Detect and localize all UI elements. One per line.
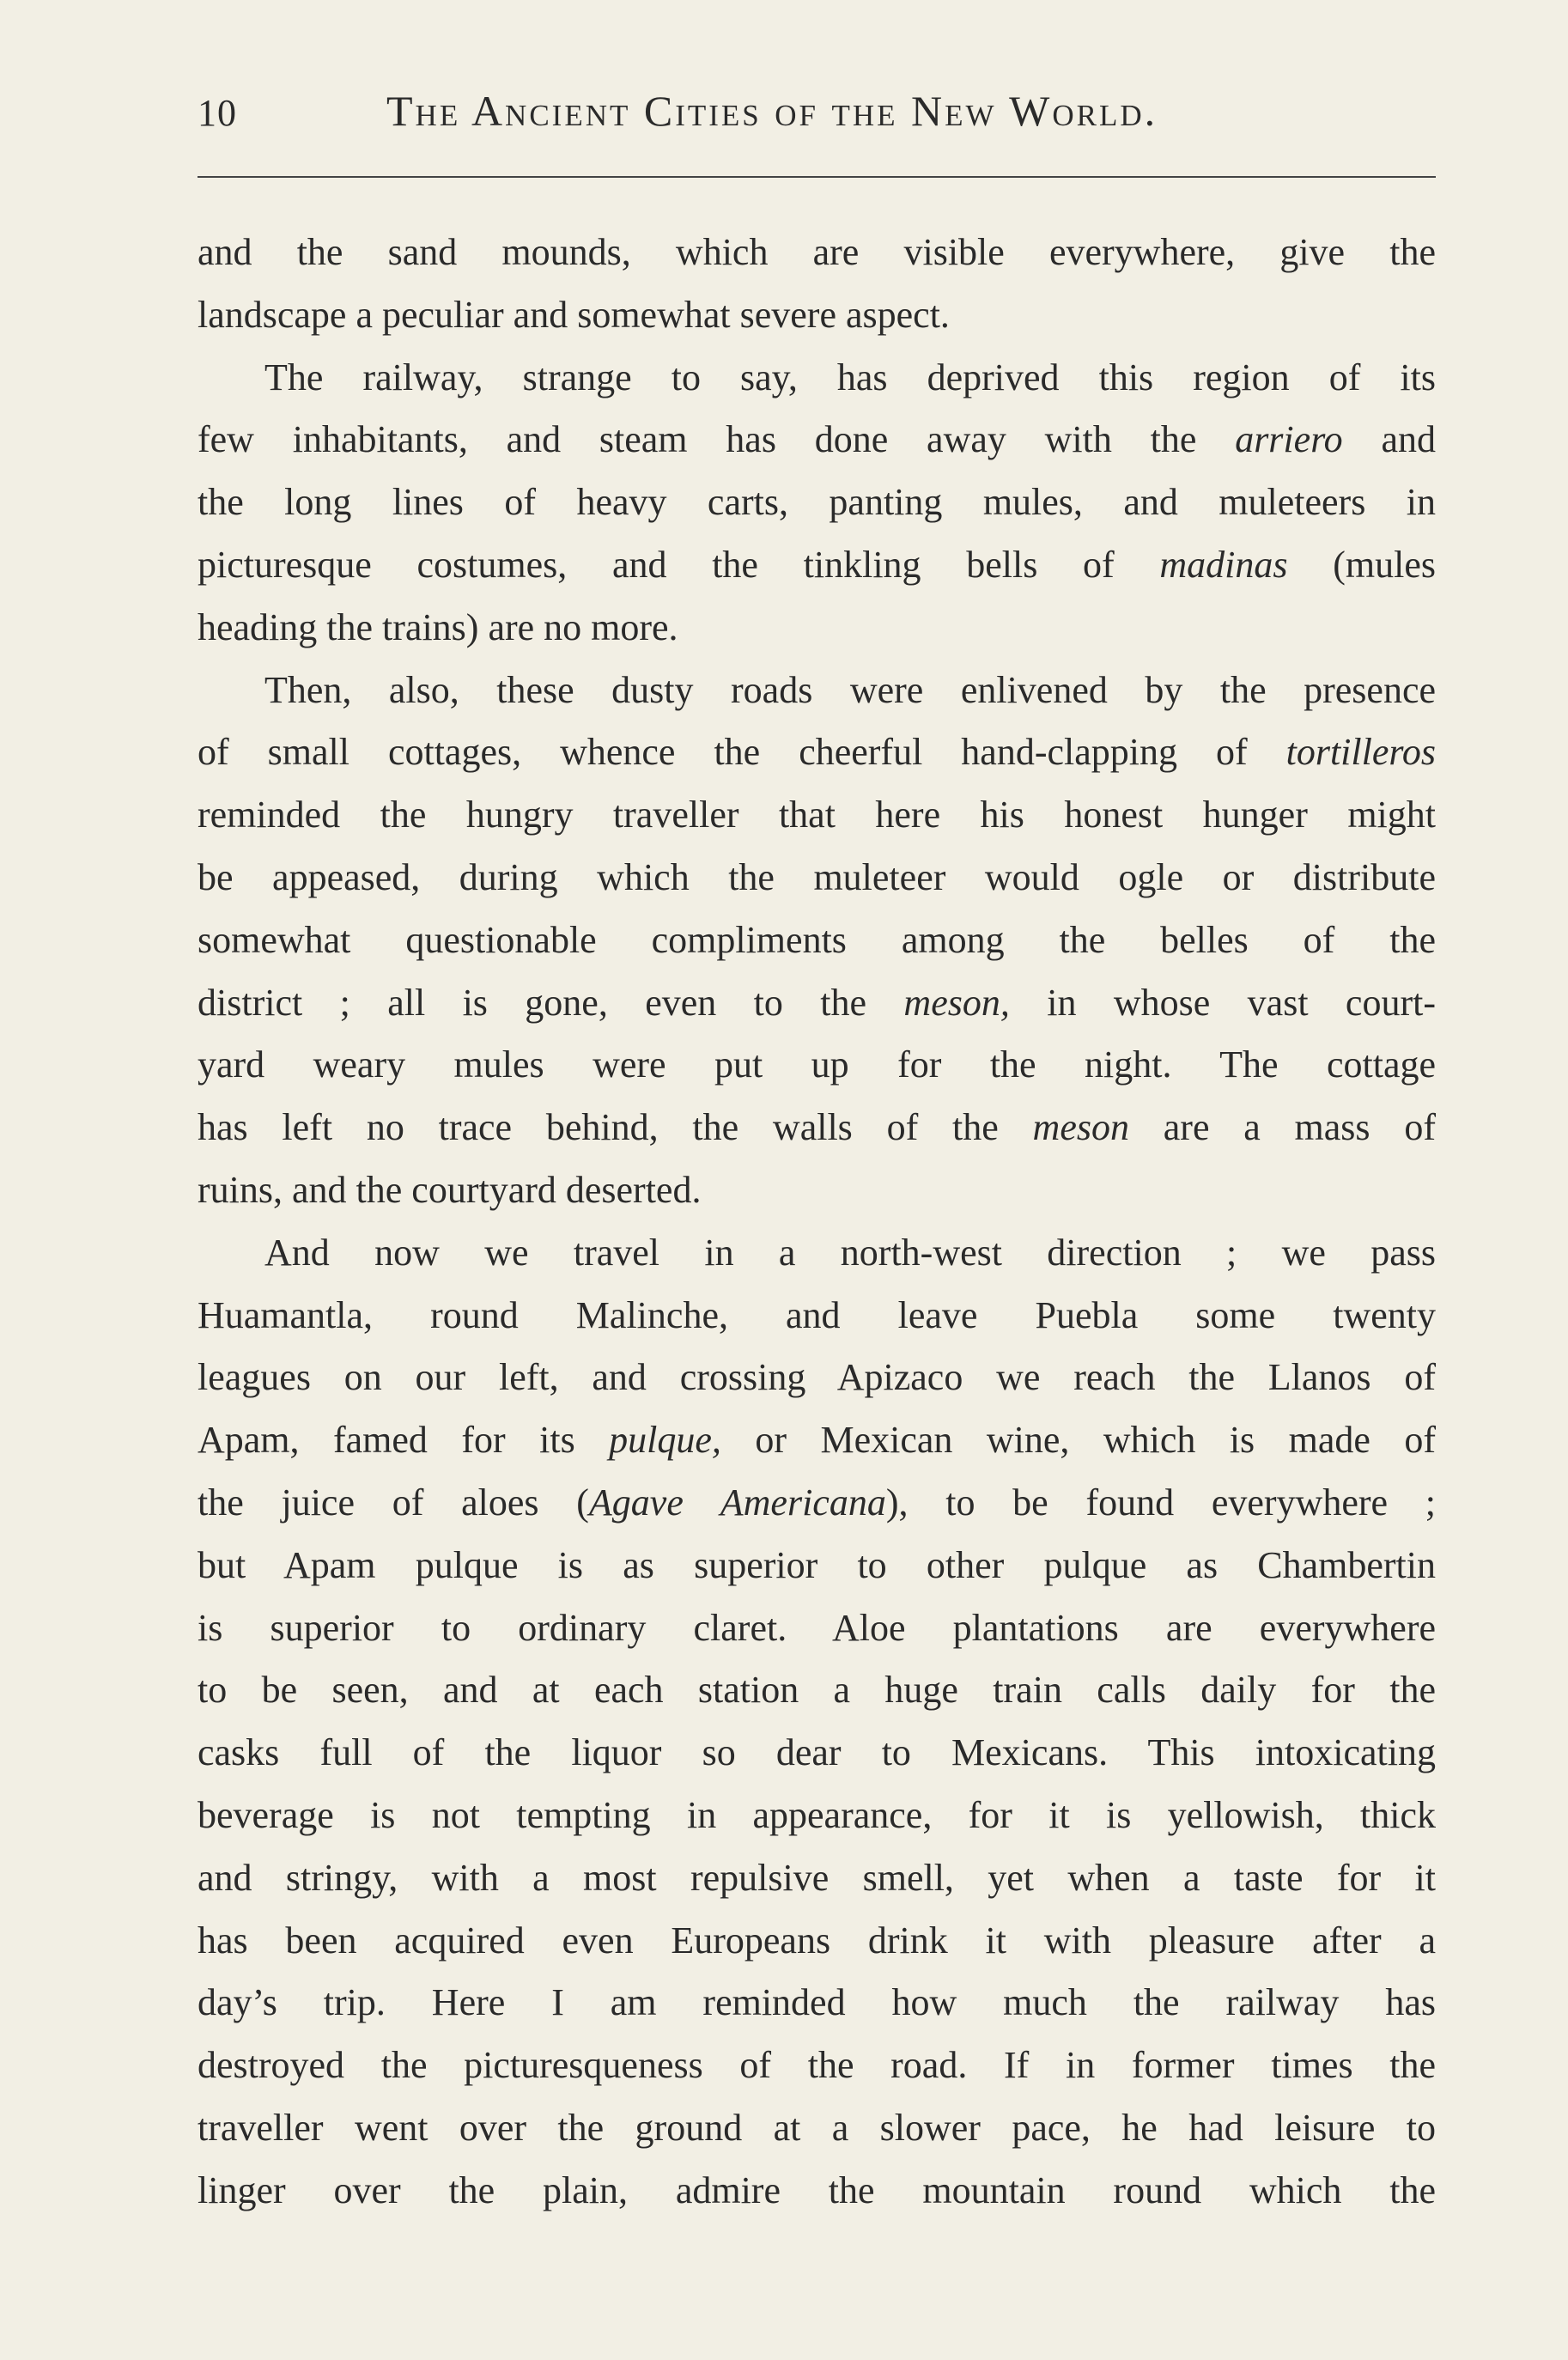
text-segment: has left no trace behind, the walls of the	[198, 1106, 1033, 1149]
text-segment: is superior to ordinary claret. Aloe plantations are everywhere	[198, 1606, 1436, 1649]
text-segment: the long lines of heavy carts, panting mules, and muleteers in	[198, 481, 1436, 524]
text-line	[198, 597, 1436, 660]
text-segment: somewhat questionable compliments among the belles of the	[198, 918, 1436, 961]
text-line	[198, 784, 1436, 847]
text-segment: and the sand mounds, which are visible everywhere, give the	[198, 231, 1436, 273]
text-line	[198, 721, 1436, 784]
running-title: The Ancient Cities of the New World.	[386, 87, 1158, 135]
text-line	[198, 1722, 1436, 1785]
text-line	[198, 534, 1436, 597]
text-line	[198, 972, 1436, 1035]
text-line	[198, 1597, 1436, 1660]
text-segment: Apam, famed for its	[198, 1419, 610, 1462]
text-line	[198, 1472, 1436, 1535]
text-line	[198, 1659, 1436, 1722]
text-line	[198, 1910, 1436, 1973]
text-line	[198, 2160, 1436, 2223]
text-segment: of small cottages, whence the cheerful hand-clapping of	[198, 731, 1286, 774]
header-rule	[198, 176, 1436, 178]
text-segment: beverage is not tempting in appearance, for it is yellowish, thick	[198, 1793, 1436, 1836]
text-segment: Then, also, these dusty roads were enlivened by the presence	[264, 668, 1436, 711]
text-segment: has been acquired even Europeans drink it with pleasure after a	[198, 1919, 1436, 1962]
text-line	[198, 1097, 1436, 1159]
text-line	[198, 2035, 1436, 2097]
text-segment: yard weary mules were put up for the night. The cottage	[198, 1043, 1436, 1086]
text-line	[198, 1159, 1436, 1222]
text-segment: landscape a peculiar and somewhat severe aspect.	[198, 293, 950, 336]
text-line	[198, 1347, 1436, 1409]
text-segment: Huamantla, round Malinche, and leave Puebla some twenty	[198, 1293, 1436, 1336]
text-line	[198, 1409, 1436, 1472]
text-line	[198, 660, 1436, 722]
page-header	[198, 86, 1436, 146]
italic-term: tortilleros	[1285, 731, 1436, 774]
text-segment: casks full of the liquor so dear to Mexicans. This intoxicating	[198, 1731, 1436, 1774]
text-segment: are a mass of	[1128, 1106, 1436, 1149]
text-segment: few inhabitants, and steam has done away with the	[198, 418, 1236, 461]
page-number: 10	[198, 92, 237, 134]
text-line	[198, 1535, 1436, 1597]
text-segment: and	[1342, 418, 1436, 461]
text-segment: but Apam pulque is as superior to other pulque as Chambertin	[198, 1543, 1436, 1586]
text-segment: And now we travel in a north-west direction ; we pass	[264, 1231, 1436, 1274]
text-segment: ruins, and the courtyard deserted.	[198, 1168, 702, 1211]
text-segment: traveller went over the ground at a slower pace, he had leisure to	[198, 2106, 1436, 2149]
text-line	[198, 1285, 1436, 1347]
text-segment: be appeased, during which the muleteer would ogle or distribute	[198, 855, 1436, 898]
body-text	[198, 222, 1436, 2223]
text-line	[198, 1972, 1436, 2035]
text-line	[198, 1847, 1436, 1910]
text-line	[198, 284, 1436, 347]
text-line	[198, 1034, 1436, 1097]
text-segment: and stringy, with a most repulsive smell, yet when a taste for it	[198, 1856, 1436, 1899]
text-segment: destroyed the picturesqueness of the road. If in former times the	[198, 2044, 1436, 2087]
text-line	[198, 2097, 1436, 2160]
italic-term: pulque,	[609, 1419, 721, 1462]
text-segment: picturesque costumes, and the tinkling bells of	[198, 543, 1160, 586]
text-segment: in whose vast court-	[1009, 981, 1436, 1024]
text-segment: day’s trip. Here I am reminded how much the railway has	[198, 1981, 1436, 2024]
text-segment: The railway, strange to say, has deprived this region of its	[264, 356, 1436, 398]
italic-term: arriero	[1235, 418, 1343, 461]
text-segment: district ; all is gone, even to the	[198, 981, 904, 1024]
text-line	[198, 909, 1436, 972]
text-line	[198, 222, 1436, 284]
text-line	[198, 409, 1436, 471]
italic-term: meson,	[903, 981, 1010, 1024]
italic-term: madinas	[1159, 543, 1288, 586]
text-segment: the juice of aloes (	[198, 1481, 589, 1524]
text-segment: reminded the hungry traveller that here his honest hunger might	[198, 794, 1436, 836]
text-segment: to be seen, and at each station a huge train calls daily for the	[198, 1669, 1436, 1712]
italic-term: Agave Americana	[588, 1481, 886, 1524]
text-segment: or Mexican wine, which is made of	[720, 1419, 1437, 1462]
text-segment: heading the trains) are no more.	[198, 605, 678, 648]
italic-term: meson	[1032, 1106, 1129, 1149]
text-line	[198, 1785, 1436, 1847]
text-segment: (mules	[1287, 543, 1436, 586]
text-line	[198, 471, 1436, 534]
text-segment: ), to be found everywhere ;	[885, 1481, 1436, 1524]
text-line	[198, 1222, 1436, 1285]
text-segment: leagues on our left, and crossing Apizaco we reach the Llanos of	[198, 1356, 1436, 1399]
text-line	[198, 347, 1436, 410]
text-line	[198, 847, 1436, 909]
text-segment: linger over the plain, admire the mountain round which the	[198, 2168, 1436, 2211]
